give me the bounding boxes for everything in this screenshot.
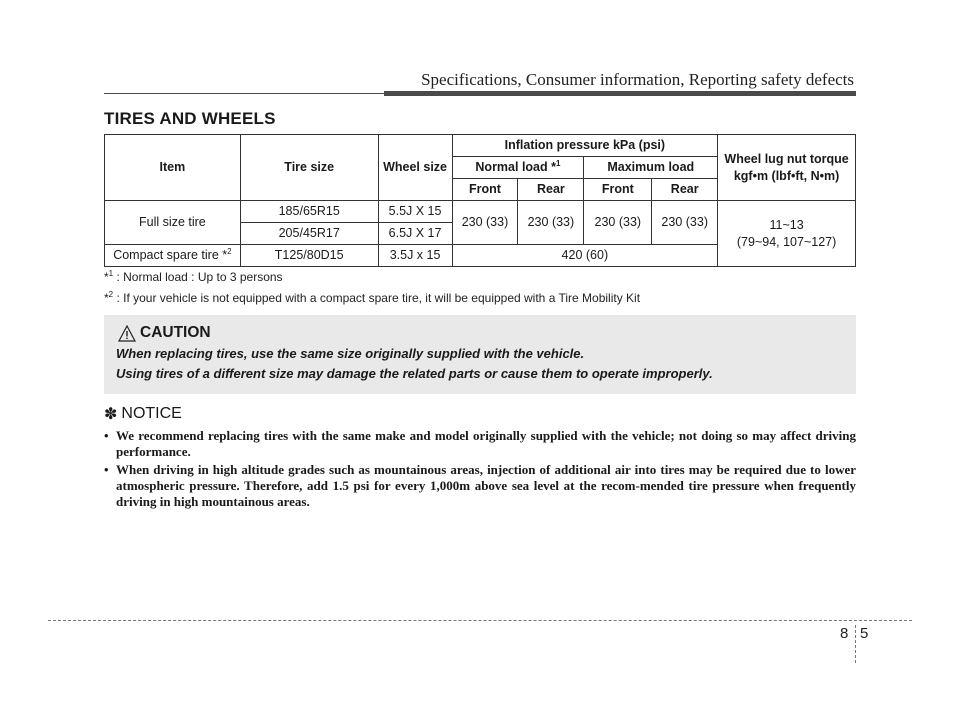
caution-heading <box>118 324 856 342</box>
footnote-2 <box>104 291 640 305</box>
caution-line-1: When replacing tires, use the same size originally supplied with the vehicle. <box>116 346 585 361</box>
cell-normal-rear: 230 (33) <box>518 201 584 245</box>
col-header-rear-max: Rear <box>652 179 718 201</box>
cell-wheel-size: 5.5J X 15 <box>378 201 452 223</box>
cell-wheel-size: 3.5J x 15 <box>378 245 452 267</box>
notice-asterisk-icon: ✽ <box>104 406 118 423</box>
warning-triangle-icon <box>118 325 136 342</box>
page-number: 5 <box>860 625 869 642</box>
col-header-max-load: Maximum load <box>584 157 718 179</box>
header-thin-rule <box>104 93 384 94</box>
cell-torque-line1: 11~13 <box>769 217 804 232</box>
notice-list <box>104 428 856 512</box>
section-number: 8 <box>840 625 849 642</box>
col-header-normal-load <box>452 157 584 179</box>
footnote-sup: 2 <box>108 290 114 299</box>
cell-normal-front: 230 (33) <box>452 201 518 245</box>
bullet: • <box>104 428 109 443</box>
caution-title: CAUTION <box>140 324 211 341</box>
col-header-torque-line2: kgf•m (lbf•ft, N•m) <box>733 168 840 183</box>
list-item <box>104 428 856 460</box>
cell-tire-size: T125/80D15 <box>240 245 378 267</box>
col-header-front-normal: Front <box>452 179 518 201</box>
notice-heading <box>104 404 182 424</box>
notice-item-text: We recommend replacing tires with the same make and model originally supplied with the vehicle; not doing so may affect driving performance. <box>116 428 856 459</box>
cell-max-rear: 230 (33) <box>652 201 718 245</box>
cell-compact-pressure: 420 (60) <box>452 245 718 267</box>
footnote-text: : Normal load : Up to 3 persons <box>113 270 283 284</box>
table-row <box>105 201 856 223</box>
cell-full-size-label: Full size tire <box>105 201 241 245</box>
footnote-mark: * <box>104 291 109 305</box>
table-header-row-1 <box>105 135 856 157</box>
cell-max-front: 230 (33) <box>584 201 652 245</box>
col-header-inflation: Inflation pressure kPa (psi) <box>452 135 718 157</box>
footnote-sup: 1 <box>108 269 114 278</box>
col-header-tire-size: Tire size <box>240 135 378 201</box>
footnote-text: : If your vehicle is not equipped with a compact spare tire, it will be equipped with a Tire Mobility Kit <box>113 291 641 305</box>
cell-torque-line2: (79~94, 107~127) <box>736 234 837 249</box>
compact-label-sup: 2 <box>227 246 232 256</box>
col-header-front-max: Front <box>584 179 652 201</box>
footer-dashed-rule <box>48 620 912 621</box>
cell-tire-size: 185/65R15 <box>240 201 378 223</box>
col-header-rear-normal: Rear <box>518 179 584 201</box>
tires-wheels-table <box>104 134 856 267</box>
col-header-wheel-size: Wheel size <box>378 135 452 201</box>
notice-title: NOTICE <box>121 405 182 422</box>
list-item <box>104 462 856 510</box>
bullet: • <box>104 462 109 477</box>
normal-load-sup: 1 <box>555 158 561 168</box>
footnote-1 <box>104 270 283 284</box>
page-header-title: Specifications, Consumer information, Reporting safety defects <box>421 70 854 89</box>
cell-compact-label <box>105 245 241 267</box>
caution-box <box>104 315 856 394</box>
col-header-torque <box>718 135 856 201</box>
caution-line-2: Using tires of a different size may damage the related parts or cause them to operate improperly. <box>116 366 713 381</box>
col-header-item: Item <box>105 135 241 201</box>
compact-label-text: Compact spare tire * <box>113 248 228 262</box>
footnote-mark: * <box>104 270 109 284</box>
page-number-divider <box>855 625 856 663</box>
section-title: TIRES AND WHEELS <box>104 109 276 128</box>
cell-wheel-size: 6.5J X 17 <box>378 223 452 245</box>
cell-torque <box>718 201 856 267</box>
cell-tire-size: 205/45R17 <box>240 223 378 245</box>
header-rule <box>384 91 856 96</box>
col-header-torque-line1: Wheel lug nut torque <box>724 151 849 166</box>
notice-item-text: When driving in high altitude grades such as mountainous areas, injection of additional air into tires may be required due to lower atmospheric pressure. Therefore, add 1.5 psi for every 1,000m above sea level at the recom-mended tire pressure when frequently driving in high mountainous areas. <box>116 462 856 509</box>
normal-load-label: Normal load * <box>475 160 556 174</box>
